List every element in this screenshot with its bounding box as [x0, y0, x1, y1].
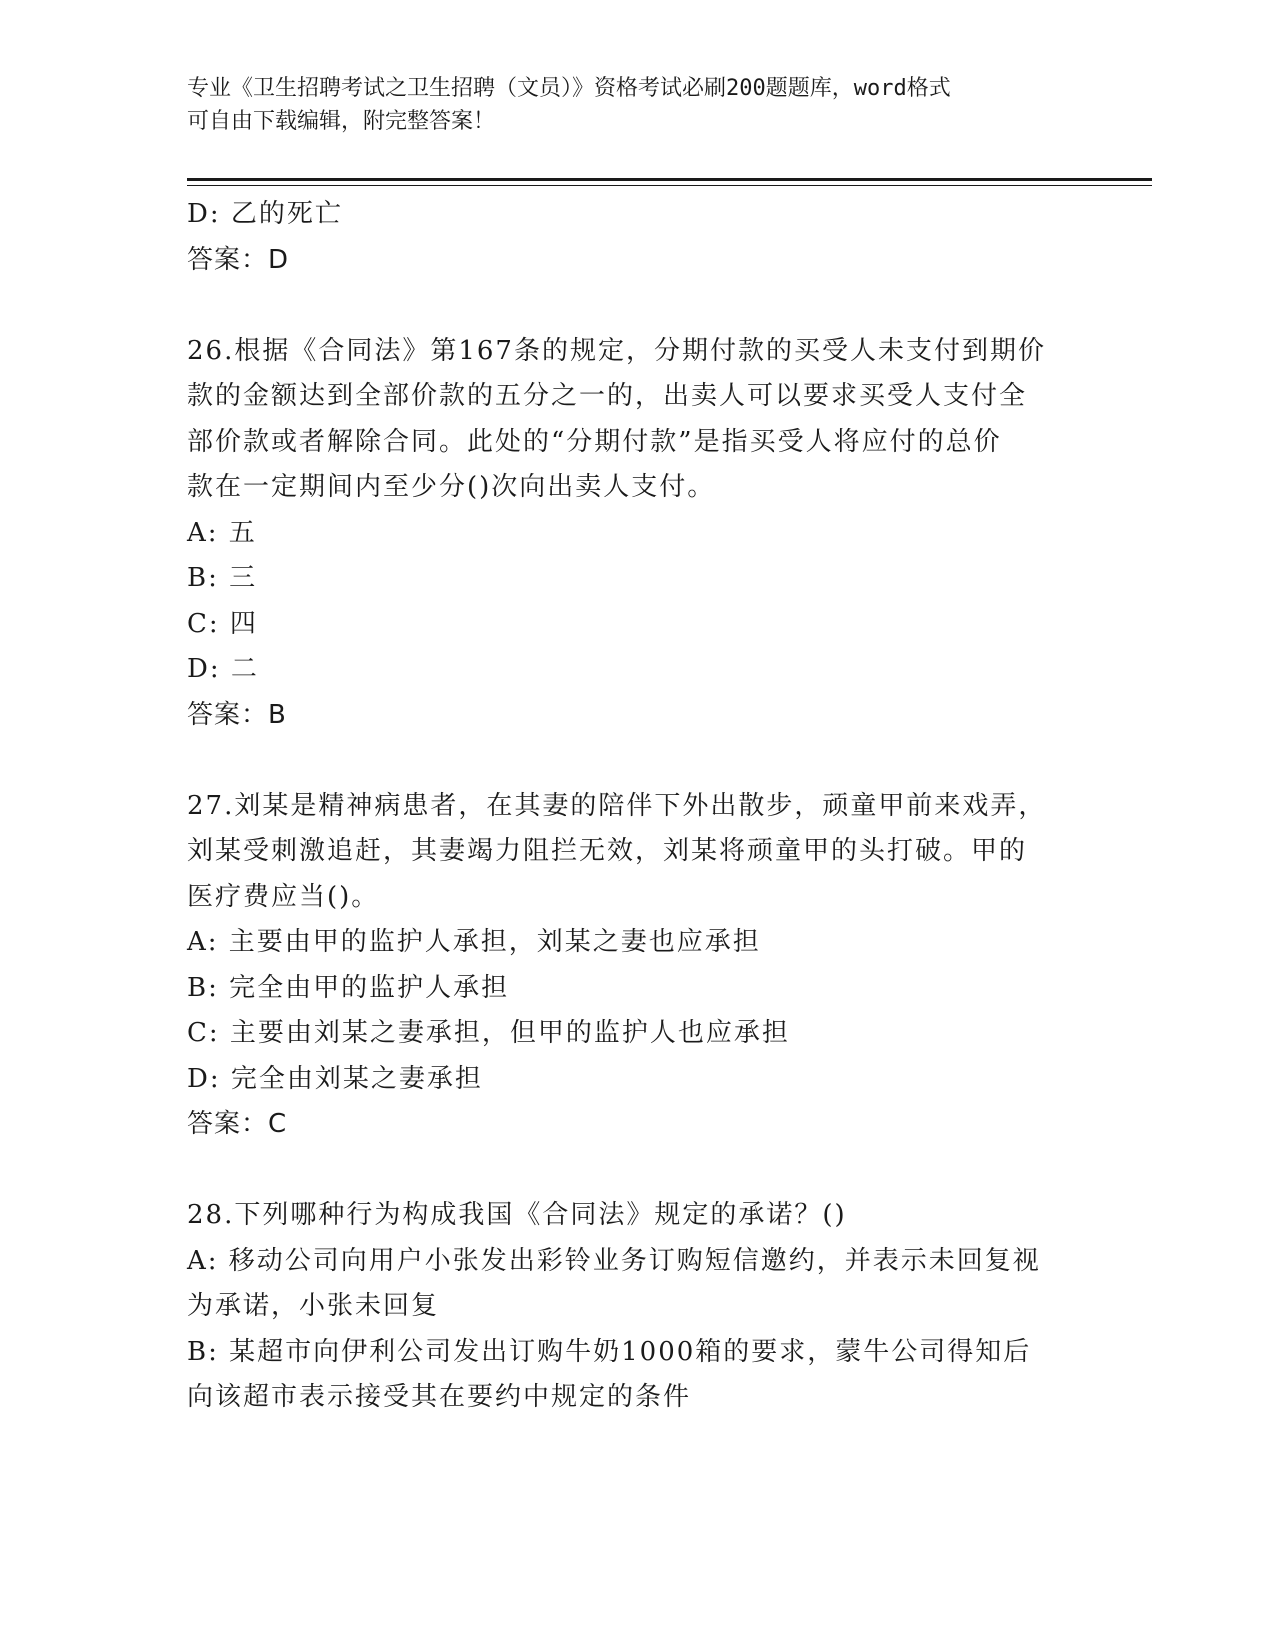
- answer-line: 答案：C: [187, 1109, 288, 1139]
- option-a: A: 五: [187, 517, 257, 548]
- question-stem-line: 部价款或者解除合同。此处的“分期付款”是指买受人将应付的总价: [187, 426, 1002, 457]
- option-b-continued: 向该超市表示接受其在要约中规定的条件: [187, 1382, 692, 1412]
- answer-line: 答案：B: [187, 699, 287, 730]
- spacer: [187, 283, 1087, 329]
- question-26: [187, 329, 1087, 739]
- option-c: C: 四: [187, 608, 258, 639]
- option-c: C: 主要由刘某之妻承担，但甲的监护人也应承担: [187, 1018, 790, 1048]
- question-27: [187, 784, 1087, 1148]
- option-b: B: 某超市向伊利公司发出订购牛奶1000箱的要求，蒙牛公司得知后: [187, 1336, 1032, 1367]
- question-stem-line: 款在一定期间内至少分()次向出卖人支付。: [187, 472, 716, 502]
- header-line-2: 可自由下载编辑，附完整答案！: [187, 109, 496, 134]
- spacer: [187, 1148, 1087, 1194]
- answer-line: 答案：D: [187, 244, 290, 275]
- option-b: B: 完全由甲的监护人承担: [187, 972, 510, 1003]
- option-d: D: 乙的死亡: [187, 199, 343, 229]
- question-stem-line: 刘某受刺激追赶，其妻竭力阻拦无效，刘某将顽童甲的头打破。甲的: [187, 836, 1028, 866]
- document-header: [187, 72, 1087, 138]
- question-stem-line: 28.下列哪种行为构成我国《合同法》规定的承诺？(): [187, 1200, 847, 1230]
- question-25: [187, 192, 1087, 283]
- spacer: [187, 738, 1087, 784]
- header-line-1: 专业《卫生招聘考试之卫生招聘（文员）》资格考试必刷200题题库，word格式: [187, 76, 951, 101]
- question-stem-line: 26.根据《合同法》第167条的规定，分期付款的买受人未支付到期价: [187, 335, 1046, 366]
- question-stem-line: 款的金额达到全部价款的五分之一的，出卖人可以要求买受人支付全: [187, 381, 1028, 411]
- option-d: D: 二: [187, 654, 259, 684]
- question-body: [187, 192, 1087, 1421]
- option-a: A: 移动公司向用户小张发出彩铃业务订购短信邀约，并表示未回复视: [187, 1245, 1041, 1276]
- option-d: D: 完全由刘某之妻承担: [187, 1063, 483, 1094]
- question-stem-line: 医疗费应当()。: [187, 881, 380, 912]
- option-b: B: 三: [187, 563, 258, 593]
- option-a-continued: 为承诺，小张未回复: [187, 1291, 440, 1321]
- option-a: A: 主要由甲的监护人承担，刘某之妻也应承担: [187, 927, 761, 957]
- question-stem-line: 27.刘某是精神病患者，在其妻的陪伴下外出散步，顽童甲前来戏弄，: [187, 790, 1047, 821]
- header-divider-thick: [187, 178, 1152, 181]
- header-divider-thin: [187, 185, 1152, 186]
- question-28: [187, 1193, 1087, 1421]
